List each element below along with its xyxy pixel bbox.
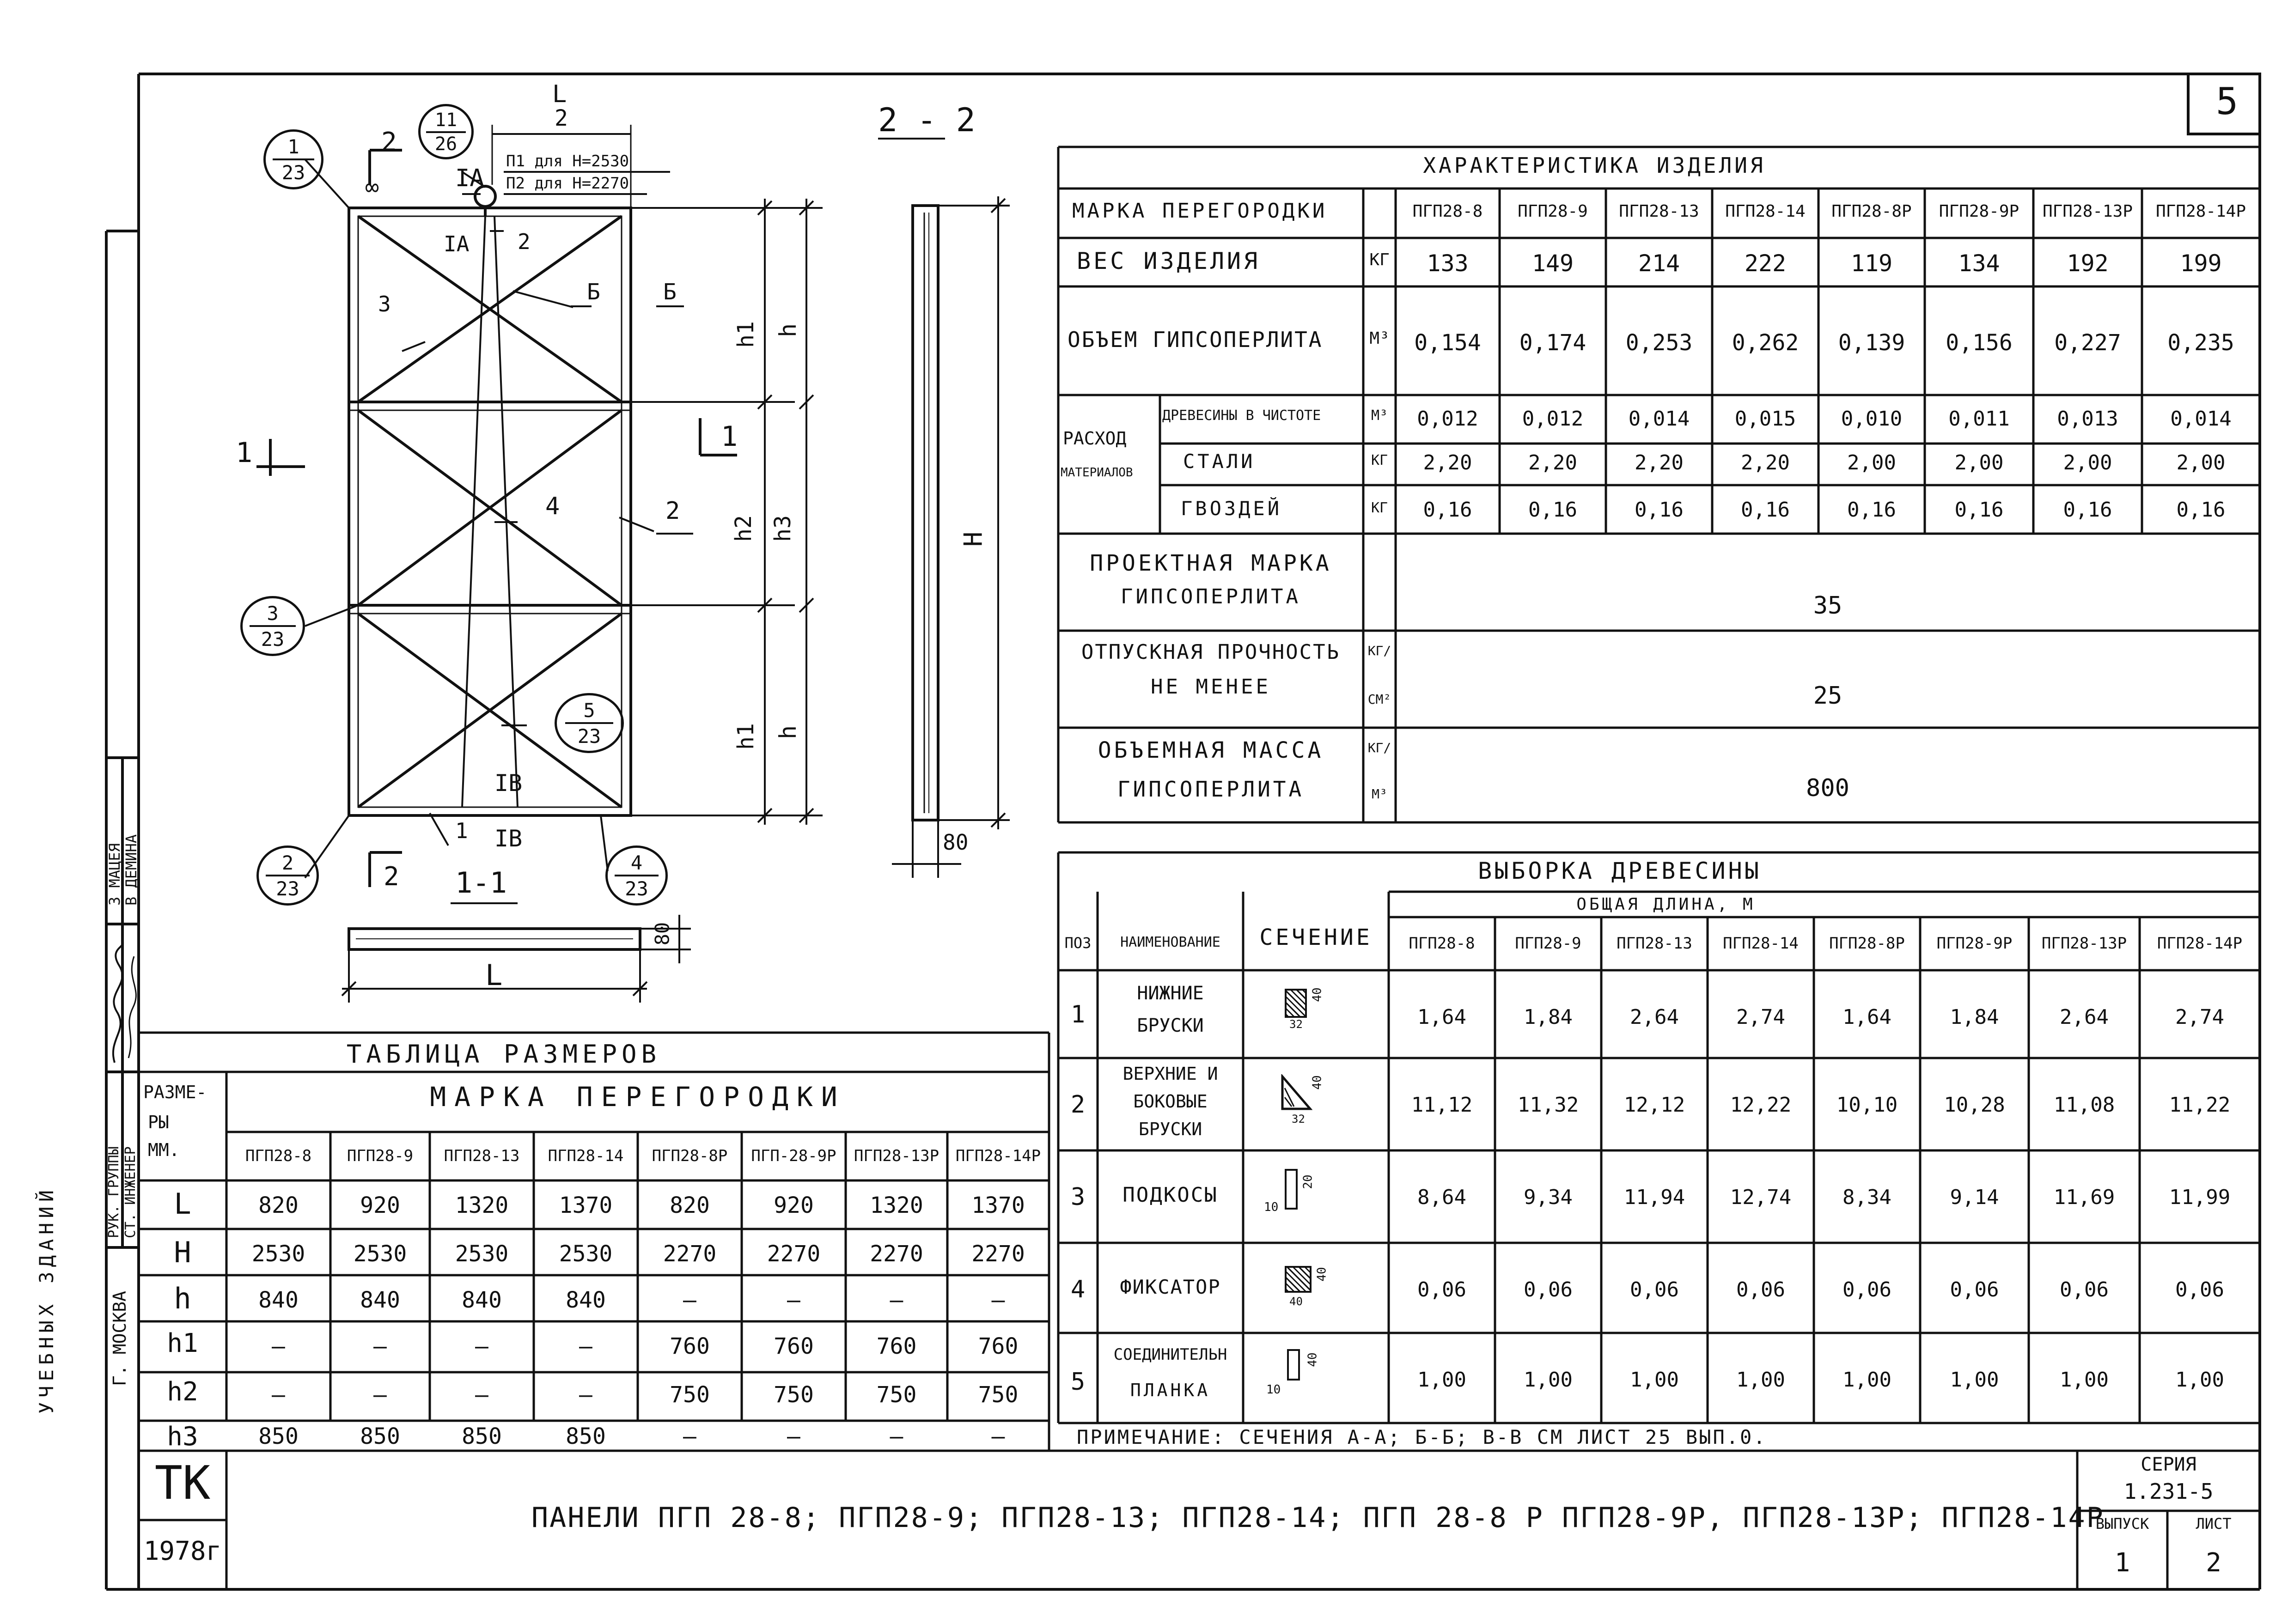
release-strength-unit-1: КГ/ bbox=[1367, 643, 1391, 658]
size-value: 920 bbox=[774, 1192, 814, 1218]
size-value: 2270 bbox=[663, 1241, 717, 1267]
nails-label: ГВОЗДЕЙ bbox=[1181, 497, 1282, 520]
value-cell: 1,64 bbox=[1417, 1005, 1466, 1029]
value-cell: 1,00 bbox=[1417, 1368, 1466, 1392]
design-grade-value: 35 bbox=[1813, 592, 1843, 620]
size-label: h1 bbox=[167, 1328, 198, 1358]
value-cell: 12,74 bbox=[1730, 1186, 1792, 1209]
section-2-2-title: 2 - 2 bbox=[878, 101, 976, 139]
side-org-2: Г. МОСКВА bbox=[110, 1291, 130, 1386]
value-cell: 2,64 bbox=[1630, 1005, 1679, 1029]
size-value: 760 bbox=[876, 1333, 917, 1359]
section-bar-icon bbox=[1285, 1169, 1298, 1210]
wood-value: 0,014 bbox=[1628, 407, 1690, 431]
value-cell: 9,34 bbox=[1524, 1186, 1573, 1209]
size-value: — bbox=[475, 1333, 488, 1359]
label-ia-top: IA bbox=[455, 164, 484, 192]
release-strength-label-1: ОТПУСКНАЯ ПРОЧНОСТЬ bbox=[1081, 640, 1341, 664]
pos-cell: 4 bbox=[1070, 1276, 1086, 1303]
anchor-symbol-icon: ∞ bbox=[365, 174, 379, 201]
mark-header: ПГП28-14Р bbox=[2155, 202, 2246, 221]
value-cell: 0,06 bbox=[1417, 1278, 1466, 1302]
mark-header: ПГП28-14Р bbox=[955, 1147, 1041, 1165]
dim-h-total: H bbox=[958, 531, 988, 547]
volume-value: 0,174 bbox=[1519, 330, 1586, 356]
value-cell: 1,84 bbox=[1524, 1005, 1573, 1029]
size-label: h3 bbox=[167, 1422, 198, 1452]
size-value: 1320 bbox=[870, 1192, 923, 1218]
release-strength-label-2: НЕ МЕНЕЕ bbox=[1151, 675, 1271, 699]
value-cell: 1,00 bbox=[1736, 1368, 1785, 1392]
timber-col-pos: ПОЗ bbox=[1064, 934, 1092, 952]
bulk-density-unit-1: КГ/ bbox=[1367, 740, 1391, 755]
size-value: 850 bbox=[258, 1423, 299, 1449]
size-value: — bbox=[579, 1333, 592, 1359]
sheet-value: 2 bbox=[2206, 1548, 2221, 1578]
steel-value: 2,00 bbox=[2176, 451, 2226, 474]
label-sec2-top: 2 bbox=[381, 127, 397, 157]
name-cell: ПЛАНКА bbox=[1130, 1380, 1211, 1400]
size-value: — bbox=[373, 1382, 387, 1408]
mark-header: ПГП28-13 bbox=[1619, 202, 1699, 221]
volume-value: 0,253 bbox=[1625, 330, 1693, 356]
size-value: 750 bbox=[876, 1382, 917, 1408]
size-value: 840 bbox=[360, 1287, 400, 1313]
mark-header: ПГП28-14 bbox=[1723, 934, 1799, 953]
size-value: 1370 bbox=[971, 1192, 1025, 1218]
value-cell: 0,06 bbox=[1630, 1278, 1679, 1302]
dim-h-top: h bbox=[775, 323, 802, 338]
volume-value: 0,154 bbox=[1414, 330, 1481, 356]
sizes-group-label: МАРКА ПЕРЕГОРОДКИ bbox=[430, 1081, 846, 1113]
mark-header: ПГП28-14 bbox=[548, 1147, 624, 1165]
section-dim: 40 bbox=[1315, 1267, 1329, 1282]
size-value: — bbox=[991, 1423, 1005, 1449]
volume-label: ОБЪЕМ ГИПСОПЕРЛИТА bbox=[1068, 327, 1323, 352]
size-value: 1370 bbox=[559, 1192, 613, 1218]
size-label: h2 bbox=[167, 1377, 198, 1407]
volume-value: 0,235 bbox=[2167, 330, 2234, 356]
mark-header: ПГП28-9Р bbox=[1936, 934, 2013, 953]
nails-value: 0,16 bbox=[2176, 498, 2226, 522]
mark-header: ПГП28-9 bbox=[347, 1147, 414, 1165]
label-pos2a: 2 bbox=[518, 229, 531, 254]
label-b1: Б bbox=[587, 279, 600, 305]
name-cell: ВЕРХНИЕ И bbox=[1123, 1064, 1218, 1084]
section-1-1-title: 1-1 bbox=[455, 866, 507, 900]
weight-unit: КГ bbox=[1369, 250, 1390, 269]
dim-l-half-bottom: 2 bbox=[555, 105, 568, 131]
size-value: 1320 bbox=[455, 1192, 509, 1218]
value-cell: 11,99 bbox=[2169, 1186, 2231, 1209]
release-strength-value: 25 bbox=[1813, 682, 1843, 710]
weight-value: 119 bbox=[1850, 250, 1893, 277]
size-value: 2270 bbox=[971, 1241, 1025, 1267]
value-cell: 11,94 bbox=[1623, 1186, 1685, 1209]
steel-value: 2,00 bbox=[2063, 451, 2112, 474]
label-pos2b: 2 bbox=[665, 497, 680, 525]
section-dim: 20 bbox=[1301, 1174, 1315, 1189]
pos-cell: 2 bbox=[1070, 1091, 1086, 1119]
name-cell: ФИКСАТОР bbox=[1120, 1276, 1221, 1298]
size-value: 760 bbox=[978, 1333, 1019, 1359]
section-dim: 40 bbox=[1310, 1075, 1324, 1090]
pos-cell: 3 bbox=[1070, 1183, 1086, 1211]
wood-value: 0,014 bbox=[2170, 407, 2232, 431]
steel-unit: КГ bbox=[1371, 452, 1388, 468]
nails-value: 0,16 bbox=[1741, 498, 1790, 522]
size-value: 2530 bbox=[353, 1241, 407, 1267]
issue-label: ВЫПУСК bbox=[2095, 1515, 2149, 1533]
size-value: 2270 bbox=[870, 1241, 923, 1267]
size-value: 2530 bbox=[455, 1241, 509, 1267]
value-cell: 0,06 bbox=[1843, 1278, 1891, 1302]
mark-header: ПГП28-9 bbox=[1518, 202, 1588, 221]
label-pos1: 1 bbox=[455, 818, 468, 843]
value-cell: 1,00 bbox=[1630, 1368, 1679, 1392]
name-cell: БРУСКИ bbox=[1137, 1015, 1204, 1036]
value-cell: 10,10 bbox=[1836, 1093, 1898, 1117]
signature-icon bbox=[105, 938, 140, 1067]
label-ib-inner: IB bbox=[494, 770, 523, 797]
value-cell: 2,64 bbox=[2060, 1005, 2109, 1029]
value-cell: 11,12 bbox=[1411, 1093, 1473, 1117]
sizes-col-label-1: РАЗМЕ- bbox=[143, 1082, 207, 1102]
size-value: — bbox=[787, 1423, 800, 1449]
label-b2: Б bbox=[663, 279, 677, 305]
volume-unit: М³ bbox=[1369, 329, 1390, 348]
size-value: 2530 bbox=[251, 1241, 305, 1267]
mark-header: ПГП28-13Р bbox=[854, 1147, 940, 1165]
note-p1: П1 для Н=2530 bbox=[506, 152, 629, 170]
label-pos3: 3 bbox=[378, 292, 391, 316]
steel-value: 2,20 bbox=[1528, 451, 1577, 474]
section-square-icon bbox=[1285, 1266, 1312, 1293]
sizes-title: ТАБЛИЦА РАЗМЕРОВ bbox=[346, 1040, 661, 1069]
value-cell: 10,28 bbox=[1944, 1093, 2005, 1117]
steel-label: СТАЛИ bbox=[1183, 450, 1256, 473]
characteristics-title: ХАРАКТЕРИСТИКА ИЗДЕЛИЯ bbox=[1423, 153, 1766, 178]
name-cell: БРУСКИ bbox=[1138, 1119, 1202, 1139]
size-value: 2530 bbox=[559, 1241, 613, 1267]
value-cell: 11,08 bbox=[2053, 1093, 2115, 1117]
value-cell: 1,00 bbox=[2060, 1368, 2109, 1392]
side-role-2: СТ. ИНЖЕНЕР bbox=[122, 1146, 139, 1238]
weight-value: 133 bbox=[1427, 250, 1469, 277]
label-ia-inner: IA bbox=[444, 231, 470, 256]
value-cell: 8,64 bbox=[1417, 1186, 1466, 1209]
dim-80-side: 80 bbox=[943, 830, 969, 855]
section-dim: 10 bbox=[1264, 1200, 1279, 1214]
callout-3-23: 3 23 bbox=[240, 596, 305, 656]
name-cell: СОЕДИНИТЕЛЬН bbox=[1113, 1345, 1227, 1364]
dim-h3: h3 bbox=[769, 515, 796, 542]
dim-h1-bottom: h1 bbox=[732, 723, 759, 750]
release-strength-unit-2: СМ² bbox=[1367, 692, 1391, 707]
size-value: — bbox=[579, 1382, 592, 1408]
size-value: 840 bbox=[462, 1287, 502, 1313]
size-value: 760 bbox=[670, 1333, 710, 1359]
value-cell: 1,00 bbox=[1524, 1368, 1573, 1392]
wood-value: 0,010 bbox=[1841, 407, 1903, 431]
side-name-2: В ДЕМИНА bbox=[122, 834, 140, 906]
issue-value: 1 bbox=[2114, 1548, 2130, 1578]
characteristics-header-label: МАРКА ПЕРЕГОРОДКИ bbox=[1072, 199, 1328, 223]
size-value: — bbox=[991, 1287, 1005, 1313]
name-cell: БОКОВЫЕ bbox=[1133, 1091, 1208, 1112]
size-value: — bbox=[373, 1333, 387, 1359]
section-square-icon bbox=[1285, 989, 1307, 1018]
value-cell: 0,06 bbox=[2175, 1278, 2224, 1302]
value-cell: 1,00 bbox=[1950, 1368, 1999, 1392]
bulk-density-value: 800 bbox=[1806, 774, 1849, 802]
size-value: — bbox=[890, 1423, 903, 1449]
weight-value: 214 bbox=[1638, 250, 1680, 277]
dim-l: L bbox=[485, 958, 503, 992]
wood-value: 0,012 bbox=[1522, 407, 1584, 431]
weight-value: 149 bbox=[1531, 250, 1574, 277]
steel-value: 2,00 bbox=[1847, 451, 1896, 474]
pos-cell: 1 bbox=[1070, 1001, 1086, 1028]
size-value: 850 bbox=[566, 1423, 606, 1449]
drawing-title: ПАНЕЛИ ПГП 28-8; ПГП28-9; ПГП28-13; ПГП28-14; ПГП 28-8 Р ПГП28-9Р, ПГП28-13Р; ПГП28-14Р bbox=[531, 1502, 2105, 1534]
label-sec1-left: 1 bbox=[236, 437, 253, 469]
size-value: — bbox=[683, 1287, 696, 1313]
timber-subtitle: ОБЩАЯ ДЛИНА, М bbox=[1576, 895, 1756, 914]
dim-h2: h2 bbox=[730, 515, 757, 542]
stamp-tk: ТК bbox=[154, 1456, 211, 1510]
section-dim: 32 bbox=[1292, 1113, 1305, 1125]
size-value: 750 bbox=[670, 1382, 710, 1408]
size-value: 2270 bbox=[767, 1241, 821, 1267]
design-grade-label-1: ПРОЕКТНАЯ МАРКА bbox=[1090, 550, 1332, 576]
value-cell: 8,34 bbox=[1843, 1186, 1891, 1209]
section-dim: 32 bbox=[1289, 1018, 1303, 1031]
value-cell: 1,00 bbox=[2175, 1368, 2224, 1392]
bulk-density-label-2: ГИПСОПЕРЛИТА bbox=[1117, 777, 1305, 802]
size-value: — bbox=[890, 1287, 903, 1313]
section-dim: 40 bbox=[1306, 1352, 1320, 1367]
sizes-col-label-3: ММ. bbox=[148, 1140, 180, 1160]
mark-header: ПГП28-8Р bbox=[1831, 202, 1912, 221]
value-cell: 2,74 bbox=[1736, 1005, 1785, 1029]
value-cell: 9,14 bbox=[1950, 1186, 1999, 1209]
size-value: — bbox=[272, 1333, 285, 1359]
nails-value: 0,16 bbox=[1635, 498, 1684, 522]
label-sec2-bottom: 2 bbox=[384, 862, 399, 892]
value-cell: 0,06 bbox=[2060, 1278, 2109, 1302]
steel-value: 2,20 bbox=[1423, 451, 1472, 474]
bulk-density-label-1: ОБЪЕМНАЯ МАССА bbox=[1098, 737, 1324, 763]
mark-header: ПГП28-8 bbox=[1412, 202, 1483, 221]
steel-value: 2,00 bbox=[1954, 451, 2004, 474]
note-p2: П2 для Н=2270 bbox=[506, 174, 629, 193]
volume-value: 0,139 bbox=[1838, 330, 1905, 356]
label-sec1-right: 1 bbox=[721, 420, 738, 453]
weight-value: 192 bbox=[2067, 250, 2109, 277]
section-bar-icon bbox=[1287, 1349, 1300, 1381]
volume-value: 0,227 bbox=[2054, 330, 2121, 356]
wood-value: 0,012 bbox=[1417, 407, 1478, 431]
size-value: 850 bbox=[360, 1423, 400, 1449]
mark-header: ПГП28-9Р bbox=[1939, 202, 2019, 221]
consumption-label-2: МАТЕРИАЛОВ bbox=[1061, 466, 1133, 480]
weight-value: 199 bbox=[2180, 250, 2222, 277]
size-value: 750 bbox=[978, 1382, 1019, 1408]
sheet-label: ЛИСТ bbox=[2196, 1515, 2232, 1533]
size-value: — bbox=[787, 1287, 800, 1313]
steel-value: 2,20 bbox=[1741, 451, 1790, 474]
value-cell: 2,74 bbox=[2175, 1005, 2224, 1029]
size-value: 840 bbox=[566, 1287, 606, 1313]
value-cell: 0,06 bbox=[1736, 1278, 1785, 1302]
size-value: 850 bbox=[462, 1423, 502, 1449]
volume-value: 0,156 bbox=[1946, 330, 2013, 356]
value-cell: 11,69 bbox=[2053, 1186, 2115, 1209]
weight-value: 134 bbox=[1958, 250, 2000, 277]
section-dim: 10 bbox=[1266, 1383, 1281, 1397]
size-label: L bbox=[174, 1187, 191, 1221]
timber-col-section: СЕЧЕНИЕ bbox=[1259, 925, 1373, 950]
mark-header: ПГП28-13Р bbox=[2041, 934, 2127, 953]
section-dim: 40 bbox=[1310, 987, 1324, 1002]
dim-h-bottom: h bbox=[775, 725, 802, 740]
size-value: — bbox=[475, 1382, 488, 1408]
mark-header: ПГП28-13 bbox=[444, 1147, 520, 1165]
nails-value: 0,16 bbox=[1528, 498, 1577, 522]
size-value: 760 bbox=[774, 1333, 814, 1359]
value-cell: 0,06 bbox=[1950, 1278, 1999, 1302]
mark-header: ПГП28-13 bbox=[1617, 934, 1692, 953]
callout-4-23: 4 23 bbox=[605, 845, 668, 906]
size-value: 840 bbox=[258, 1287, 299, 1313]
value-cell: 11,32 bbox=[1517, 1093, 1579, 1117]
dim-l-half-top: L bbox=[552, 80, 567, 108]
mark-header: ПГП28-8Р bbox=[1829, 934, 1905, 953]
size-value: 820 bbox=[258, 1192, 299, 1218]
weight-label: ВЕС ИЗДЕЛИЯ bbox=[1077, 248, 1261, 274]
value-cell: 11,22 bbox=[2169, 1093, 2231, 1117]
nails-value: 0,16 bbox=[1423, 498, 1472, 522]
dim-h1-top: h1 bbox=[732, 321, 759, 348]
value-cell: 12,12 bbox=[1623, 1093, 1685, 1117]
mark-header: ПГП28-8Р bbox=[652, 1147, 728, 1165]
value-cell: 1,84 bbox=[1950, 1005, 1999, 1029]
timber-title: ВЫБОРКА ДРЕВЕСИНЫ bbox=[1478, 858, 1762, 884]
callout-5-23: 5 23 bbox=[555, 693, 624, 753]
consumption-label-1: РАСХОД bbox=[1063, 428, 1127, 449]
section-dim: 40 bbox=[1289, 1295, 1303, 1308]
value-cell: 1,00 bbox=[1843, 1368, 1891, 1392]
callout-11-26: 11 26 bbox=[418, 104, 474, 159]
timber-note: ПРИМЕЧАНИЕ: СЕЧЕНИЯ А-А; Б-Б; В-В СМ ЛИСТ 25 ВЫП.0. bbox=[1077, 1426, 1767, 1448]
section-triangle-icon bbox=[1280, 1074, 1312, 1111]
design-grade-label-2: ГИПСОПЕРЛИТА bbox=[1121, 585, 1301, 608]
callout-1-23: 1 23 bbox=[263, 129, 323, 189]
mark-header: ПГП28-8 bbox=[1409, 934, 1475, 953]
series-value: 1.231-5 bbox=[2123, 1479, 2214, 1504]
size-label: H bbox=[174, 1235, 191, 1269]
label-pos4: 4 bbox=[545, 493, 560, 520]
pos-cell: 5 bbox=[1070, 1368, 1086, 1396]
wood-unit: М³ bbox=[1371, 408, 1388, 424]
volume-value: 0,262 bbox=[1732, 330, 1799, 356]
timber-col-name: НАИМЕНОВАНИЕ bbox=[1120, 934, 1220, 950]
size-label: h bbox=[174, 1282, 191, 1315]
size-value: 750 bbox=[774, 1382, 814, 1408]
side-name-1: З МАЦЕЯ bbox=[106, 843, 123, 906]
size-value: 820 bbox=[670, 1192, 710, 1218]
size-value: 920 bbox=[360, 1192, 400, 1218]
value-cell: 1,64 bbox=[1843, 1005, 1891, 1029]
weight-value: 222 bbox=[1744, 250, 1787, 277]
mark-header: ПГП28-14 bbox=[1725, 202, 1806, 221]
series-label: СЕРИЯ bbox=[2141, 1454, 2196, 1475]
nails-value: 0,16 bbox=[2063, 498, 2112, 522]
side-org-1: УЧЕБНЫХ ЗДАНИЙ bbox=[35, 1185, 58, 1414]
mark-header: ПГП28-8 bbox=[245, 1147, 312, 1165]
value-cell: 12,22 bbox=[1730, 1093, 1792, 1117]
nails-unit: КГ bbox=[1371, 500, 1388, 516]
size-value: — bbox=[683, 1423, 696, 1449]
mark-header: ПГП-28-9Р bbox=[751, 1147, 836, 1165]
wood-value: 0,011 bbox=[1948, 407, 2010, 431]
dim-80-bottom: 80 bbox=[651, 922, 674, 946]
wood-value: 0,013 bbox=[2057, 407, 2118, 431]
callout-2-23: 2 23 bbox=[256, 845, 319, 906]
wood-label: ДРЕВЕСИНЫ В ЧИСТОТЕ bbox=[1162, 408, 1321, 424]
value-cell: 0,06 bbox=[1524, 1278, 1573, 1302]
nails-value: 0,16 bbox=[1954, 498, 2004, 522]
wood-value: 0,015 bbox=[1734, 407, 1796, 431]
name-cell: ПОДКОСЫ bbox=[1123, 1183, 1218, 1207]
steel-value: 2,20 bbox=[1635, 451, 1684, 474]
mark-header: ПГП28-14Р bbox=[2157, 934, 2243, 953]
mark-header: ПГП28-13Р bbox=[2042, 202, 2133, 221]
bulk-density-unit-2: М³ bbox=[1372, 786, 1387, 802]
label-ib-bottom: IB bbox=[494, 825, 523, 852]
sizes-col-label-2: РЫ bbox=[148, 1112, 169, 1132]
name-cell: НИЖНИЕ bbox=[1137, 983, 1204, 1004]
size-value: — bbox=[272, 1382, 285, 1408]
mark-header: ПГП28-9 bbox=[1515, 934, 1581, 953]
sheet-number: 5 bbox=[2216, 80, 2239, 123]
side-role-1: РУК. ГРУППЫ bbox=[106, 1146, 122, 1238]
year: 1978г bbox=[143, 1536, 222, 1566]
nails-value: 0,16 bbox=[1847, 498, 1896, 522]
